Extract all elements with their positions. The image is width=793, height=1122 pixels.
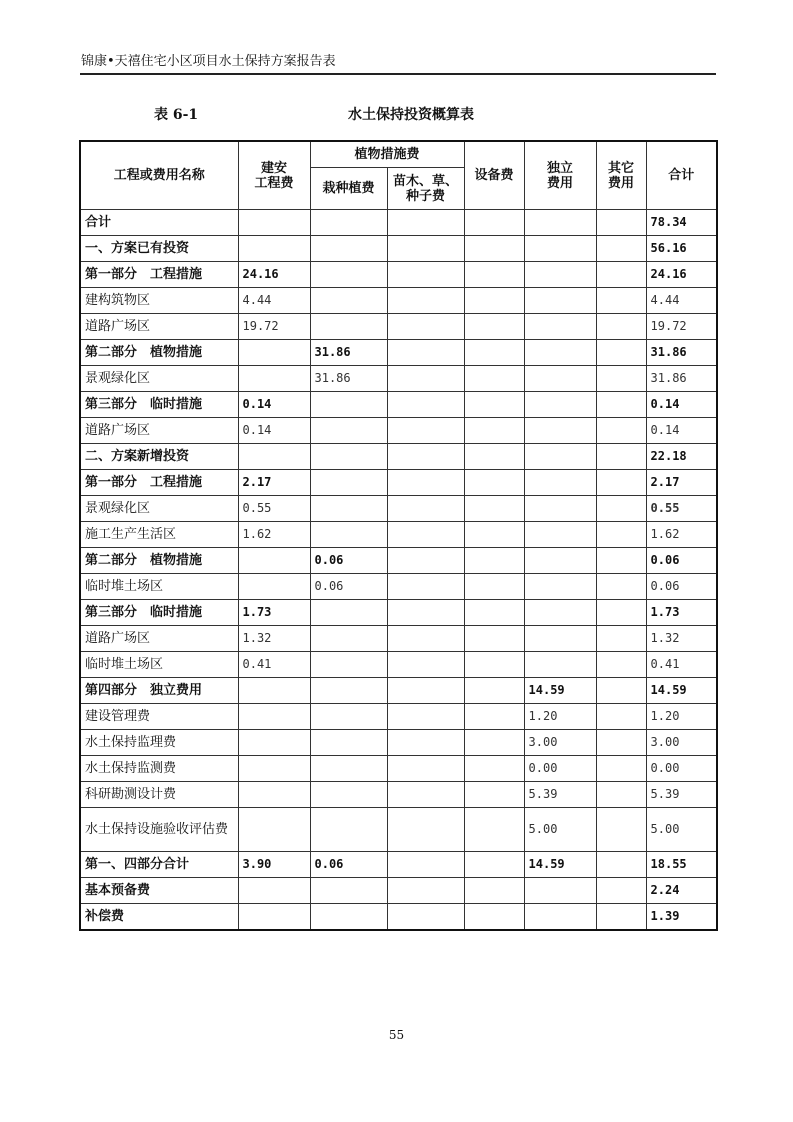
row-cell-c5 — [524, 904, 596, 931]
row-name: 第一部分 工程措施 — [80, 262, 238, 288]
row-total: 56.16 — [646, 236, 717, 262]
row-name: 一、方案已有投资 — [80, 236, 238, 262]
row-cell-c6 — [596, 522, 646, 548]
row-name: 临时堆土场区 — [80, 652, 238, 678]
row-cell-c2 — [310, 600, 387, 626]
row-name: 第一部分 工程措施 — [80, 470, 238, 496]
row-cell-c4 — [464, 652, 524, 678]
row-total: 18.55 — [646, 852, 717, 878]
row-name: 建构筑物区 — [80, 288, 238, 314]
row-cell-c1: 0.14 — [238, 418, 310, 444]
row-cell-c3 — [387, 496, 464, 522]
table-row — [80, 522, 717, 548]
row-cell-c4 — [464, 496, 524, 522]
row-cell-c4 — [464, 522, 524, 548]
row-name: 补偿费 — [80, 904, 238, 931]
table-row — [80, 878, 717, 904]
row-total: 1.32 — [646, 626, 717, 652]
row-cell-c3 — [387, 626, 464, 652]
table-row — [80, 418, 717, 444]
row-cell-c4 — [464, 262, 524, 288]
header-construction: 建安 工程费 — [238, 141, 310, 210]
table-row — [80, 470, 717, 496]
header-other: 其它 费用 — [596, 141, 646, 210]
row-cell-c1 — [238, 236, 310, 262]
row-total: 1.20 — [646, 704, 717, 730]
row-total: 4.44 — [646, 288, 717, 314]
row-cell-c2 — [310, 904, 387, 931]
row-cell-c6 — [596, 236, 646, 262]
row-cell-c5 — [524, 236, 596, 262]
row-cell-c6 — [596, 418, 646, 444]
row-cell-c6 — [596, 444, 646, 470]
row-name: 科研勘测设计费 — [80, 782, 238, 808]
row-total: 2.17 — [646, 470, 717, 496]
row-cell-c3 — [387, 210, 464, 236]
row-total: 0.06 — [646, 548, 717, 574]
row-cell-c1: 3.90 — [238, 852, 310, 878]
row-total: 1.62 — [646, 522, 717, 548]
row-total: 31.86 — [646, 340, 717, 366]
row-cell-c5 — [524, 470, 596, 496]
row-cell-c3 — [387, 366, 464, 392]
row-cell-c4 — [464, 730, 524, 756]
row-cell-c6 — [596, 600, 646, 626]
table-row — [80, 852, 717, 878]
row-cell-c6 — [596, 904, 646, 931]
row-cell-c6 — [596, 392, 646, 418]
row-total: 19.72 — [646, 314, 717, 340]
row-cell-c6 — [596, 366, 646, 392]
table-row — [80, 730, 717, 756]
row-cell-c4 — [464, 600, 524, 626]
row-cell-c1: 0.55 — [238, 496, 310, 522]
row-cell-c3 — [387, 470, 464, 496]
row-cell-c5: 14.59 — [524, 678, 596, 704]
row-cell-c5 — [524, 574, 596, 600]
row-cell-c5 — [524, 340, 596, 366]
row-cell-c3 — [387, 236, 464, 262]
row-cell-c6 — [596, 852, 646, 878]
row-name: 道路广场区 — [80, 418, 238, 444]
row-cell-c4 — [464, 470, 524, 496]
row-cell-c4 — [464, 548, 524, 574]
page-number: 55 — [388, 1028, 405, 1042]
row-cell-c5 — [524, 496, 596, 522]
row-cell-c5 — [524, 600, 596, 626]
row-cell-c4 — [464, 366, 524, 392]
row-cell-c5 — [524, 878, 596, 904]
table-row — [80, 314, 717, 340]
row-name: 建设管理费 — [80, 704, 238, 730]
row-cell-c6 — [596, 340, 646, 366]
table-row — [80, 756, 717, 782]
row-cell-c5: 0.00 — [524, 756, 596, 782]
row-total: 5.00 — [646, 808, 717, 852]
row-cell-c3 — [387, 340, 464, 366]
row-name: 第三部分 临时措施 — [80, 392, 238, 418]
row-cell-c5: 3.00 — [524, 730, 596, 756]
row-cell-c3 — [387, 904, 464, 931]
row-cell-c4 — [464, 340, 524, 366]
row-cell-c2 — [310, 288, 387, 314]
table-row — [80, 548, 717, 574]
row-cell-c2 — [310, 314, 387, 340]
row-cell-c6 — [596, 626, 646, 652]
row-cell-c1 — [238, 730, 310, 756]
row-cell-c5: 14.59 — [524, 852, 596, 878]
table-row — [80, 366, 717, 392]
table-body — [80, 210, 717, 931]
row-name: 临时堆土场区 — [80, 574, 238, 600]
header-planting: 栽种植费 — [310, 168, 387, 210]
table-row — [80, 600, 717, 626]
row-cell-c6 — [596, 652, 646, 678]
row-cell-c6 — [596, 704, 646, 730]
row-cell-c2 — [310, 262, 387, 288]
row-cell-c5 — [524, 548, 596, 574]
row-cell-c3 — [387, 878, 464, 904]
row-cell-c3 — [387, 782, 464, 808]
table-row — [80, 340, 717, 366]
row-cell-c6 — [596, 470, 646, 496]
table-row — [80, 678, 717, 704]
row-total: 0.14 — [646, 392, 717, 418]
row-cell-c1: 2.17 — [238, 470, 310, 496]
row-cell-c3 — [387, 522, 464, 548]
row-cell-c4 — [464, 756, 524, 782]
row-cell-c4 — [464, 444, 524, 470]
row-cell-c2 — [310, 808, 387, 852]
row-cell-c3 — [387, 600, 464, 626]
row-cell-c1: 0.41 — [238, 652, 310, 678]
row-cell-c5 — [524, 314, 596, 340]
row-cell-c6 — [596, 730, 646, 756]
table-row — [80, 288, 717, 314]
row-cell-c1 — [238, 548, 310, 574]
row-cell-c4 — [464, 392, 524, 418]
row-total: 24.16 — [646, 262, 717, 288]
investment-table — [79, 140, 718, 931]
table-row — [80, 262, 717, 288]
row-cell-c5 — [524, 288, 596, 314]
row-name: 第四部分 独立费用 — [80, 678, 238, 704]
row-cell-c5 — [524, 522, 596, 548]
row-cell-c4 — [464, 210, 524, 236]
row-total: 0.55 — [646, 496, 717, 522]
row-total: 5.39 — [646, 782, 717, 808]
row-cell-c4 — [464, 418, 524, 444]
row-cell-c2 — [310, 626, 387, 652]
row-total: 0.14 — [646, 418, 717, 444]
row-cell-c2: 31.86 — [310, 340, 387, 366]
row-name: 合计 — [80, 210, 238, 236]
row-cell-c1: 1.73 — [238, 600, 310, 626]
row-cell-c1 — [238, 574, 310, 600]
row-cell-c2 — [310, 444, 387, 470]
table-row — [80, 904, 717, 931]
row-cell-c4 — [464, 678, 524, 704]
row-cell-c2 — [310, 210, 387, 236]
row-name: 水土保持监测费 — [80, 756, 238, 782]
row-cell-c2 — [310, 652, 387, 678]
row-name: 第二部分 植物措施 — [80, 548, 238, 574]
row-cell-c6 — [596, 288, 646, 314]
table-row — [80, 210, 717, 236]
row-name: 施工生产生活区 — [80, 522, 238, 548]
row-cell-c1 — [238, 904, 310, 931]
row-cell-c1 — [238, 340, 310, 366]
row-cell-c4 — [464, 626, 524, 652]
table-row — [80, 236, 717, 262]
row-total: 22.18 — [646, 444, 717, 470]
header-rule — [80, 73, 716, 75]
row-cell-c6 — [596, 878, 646, 904]
row-total: 1.73 — [646, 600, 717, 626]
row-name: 道路广场区 — [80, 626, 238, 652]
row-cell-c5 — [524, 210, 596, 236]
row-name: 道路广场区 — [80, 314, 238, 340]
row-cell-c3 — [387, 288, 464, 314]
row-total: 0.00 — [646, 756, 717, 782]
row-cell-c2: 0.06 — [310, 852, 387, 878]
row-total: 0.06 — [646, 574, 717, 600]
row-cell-c6 — [596, 678, 646, 704]
row-name: 水土保持监理费 — [80, 730, 238, 756]
row-cell-c1: 24.16 — [238, 262, 310, 288]
header-independent: 独立 费用 — [524, 141, 596, 210]
row-cell-c1 — [238, 210, 310, 236]
table-title: 水土保持投资概算表 — [348, 107, 474, 123]
row-cell-c2 — [310, 678, 387, 704]
row-cell-c6 — [596, 782, 646, 808]
row-cell-c3 — [387, 852, 464, 878]
row-cell-c2 — [310, 782, 387, 808]
row-cell-c2 — [310, 756, 387, 782]
row-total: 0.41 — [646, 652, 717, 678]
row-cell-c1 — [238, 782, 310, 808]
header-total: 合计 — [646, 141, 717, 210]
row-cell-c4 — [464, 574, 524, 600]
row-cell-c1: 19.72 — [238, 314, 310, 340]
row-name: 第一、四部分合计 — [80, 852, 238, 878]
row-cell-c2 — [310, 236, 387, 262]
row-cell-c2 — [310, 522, 387, 548]
row-cell-c6 — [596, 314, 646, 340]
header-plant-group: 植物措施费 — [310, 141, 464, 168]
row-cell-c5 — [524, 262, 596, 288]
row-cell-c3 — [387, 704, 464, 730]
table-number: 表 6-1 — [154, 107, 199, 123]
row-cell-c3 — [387, 678, 464, 704]
row-cell-c6 — [596, 496, 646, 522]
row-cell-c5: 1.20 — [524, 704, 596, 730]
row-cell-c6 — [596, 548, 646, 574]
row-cell-c3 — [387, 444, 464, 470]
row-cell-c3 — [387, 314, 464, 340]
row-cell-c6 — [596, 756, 646, 782]
row-cell-c1 — [238, 878, 310, 904]
row-cell-c2 — [310, 704, 387, 730]
row-cell-c4 — [464, 808, 524, 852]
table-row — [80, 652, 717, 678]
row-cell-c1: 4.44 — [238, 288, 310, 314]
row-cell-c5 — [524, 626, 596, 652]
row-cell-c4 — [464, 782, 524, 808]
row-cell-c3 — [387, 392, 464, 418]
row-cell-c4 — [464, 852, 524, 878]
row-total: 1.39 — [646, 904, 717, 931]
row-cell-c4 — [464, 704, 524, 730]
row-cell-c4 — [464, 904, 524, 931]
row-cell-c1 — [238, 366, 310, 392]
header-name: 工程或费用名称 — [80, 141, 238, 210]
row-cell-c6 — [596, 262, 646, 288]
row-cell-c3 — [387, 418, 464, 444]
row-cell-c3 — [387, 808, 464, 852]
table-row — [80, 782, 717, 808]
header-seedlings: 苗木、草、 种子费 — [387, 168, 464, 210]
row-cell-c1 — [238, 756, 310, 782]
row-cell-c3 — [387, 574, 464, 600]
row-cell-c4 — [464, 236, 524, 262]
row-name: 水土保持设施验收评估费 — [80, 808, 238, 852]
row-cell-c6 — [596, 210, 646, 236]
row-name: 二、方案新增投资 — [80, 444, 238, 470]
table-row — [80, 496, 717, 522]
row-cell-c1 — [238, 678, 310, 704]
table-row — [80, 626, 717, 652]
row-name: 第三部分 临时措施 — [80, 600, 238, 626]
running-header: 锦康•天禧住宅小区项目水土保持方案报告表 — [81, 54, 336, 69]
row-cell-c1 — [238, 444, 310, 470]
table-row — [80, 574, 717, 600]
row-name: 景观绿化区 — [80, 496, 238, 522]
row-cell-c5 — [524, 444, 596, 470]
row-total: 3.00 — [646, 730, 717, 756]
row-cell-c3 — [387, 548, 464, 574]
row-cell-c5 — [524, 652, 596, 678]
row-name: 第二部分 植物措施 — [80, 340, 238, 366]
table-row — [80, 808, 717, 852]
row-total: 2.24 — [646, 878, 717, 904]
row-cell-c4 — [464, 288, 524, 314]
row-cell-c5 — [524, 392, 596, 418]
row-cell-c1 — [238, 704, 310, 730]
table-row — [80, 704, 717, 730]
row-cell-c6 — [596, 808, 646, 852]
row-cell-c2 — [310, 730, 387, 756]
table-row — [80, 444, 717, 470]
row-name: 基本预备费 — [80, 878, 238, 904]
row-cell-c2: 31.86 — [310, 366, 387, 392]
row-cell-c3 — [387, 756, 464, 782]
table-row — [80, 392, 717, 418]
row-cell-c6 — [596, 574, 646, 600]
row-total: 31.86 — [646, 366, 717, 392]
row-cell-c2: 0.06 — [310, 574, 387, 600]
row-cell-c3 — [387, 730, 464, 756]
row-total: 14.59 — [646, 678, 717, 704]
row-cell-c2 — [310, 470, 387, 496]
row-cell-c5 — [524, 366, 596, 392]
row-cell-c2 — [310, 878, 387, 904]
row-cell-c2 — [310, 496, 387, 522]
row-cell-c4 — [464, 314, 524, 340]
header-equipment: 设备费 — [464, 141, 524, 210]
row-cell-c5 — [524, 418, 596, 444]
row-cell-c1 — [238, 808, 310, 852]
row-name: 景观绿化区 — [80, 366, 238, 392]
row-cell-c1: 1.32 — [238, 626, 310, 652]
row-cell-c5: 5.39 — [524, 782, 596, 808]
row-cell-c4 — [464, 878, 524, 904]
row-cell-c1: 1.62 — [238, 522, 310, 548]
row-cell-c2 — [310, 392, 387, 418]
row-cell-c3 — [387, 652, 464, 678]
row-cell-c5: 5.00 — [524, 808, 596, 852]
row-total: 78.34 — [646, 210, 717, 236]
row-cell-c3 — [387, 262, 464, 288]
row-cell-c2: 0.06 — [310, 548, 387, 574]
row-cell-c2 — [310, 418, 387, 444]
row-cell-c1: 0.14 — [238, 392, 310, 418]
